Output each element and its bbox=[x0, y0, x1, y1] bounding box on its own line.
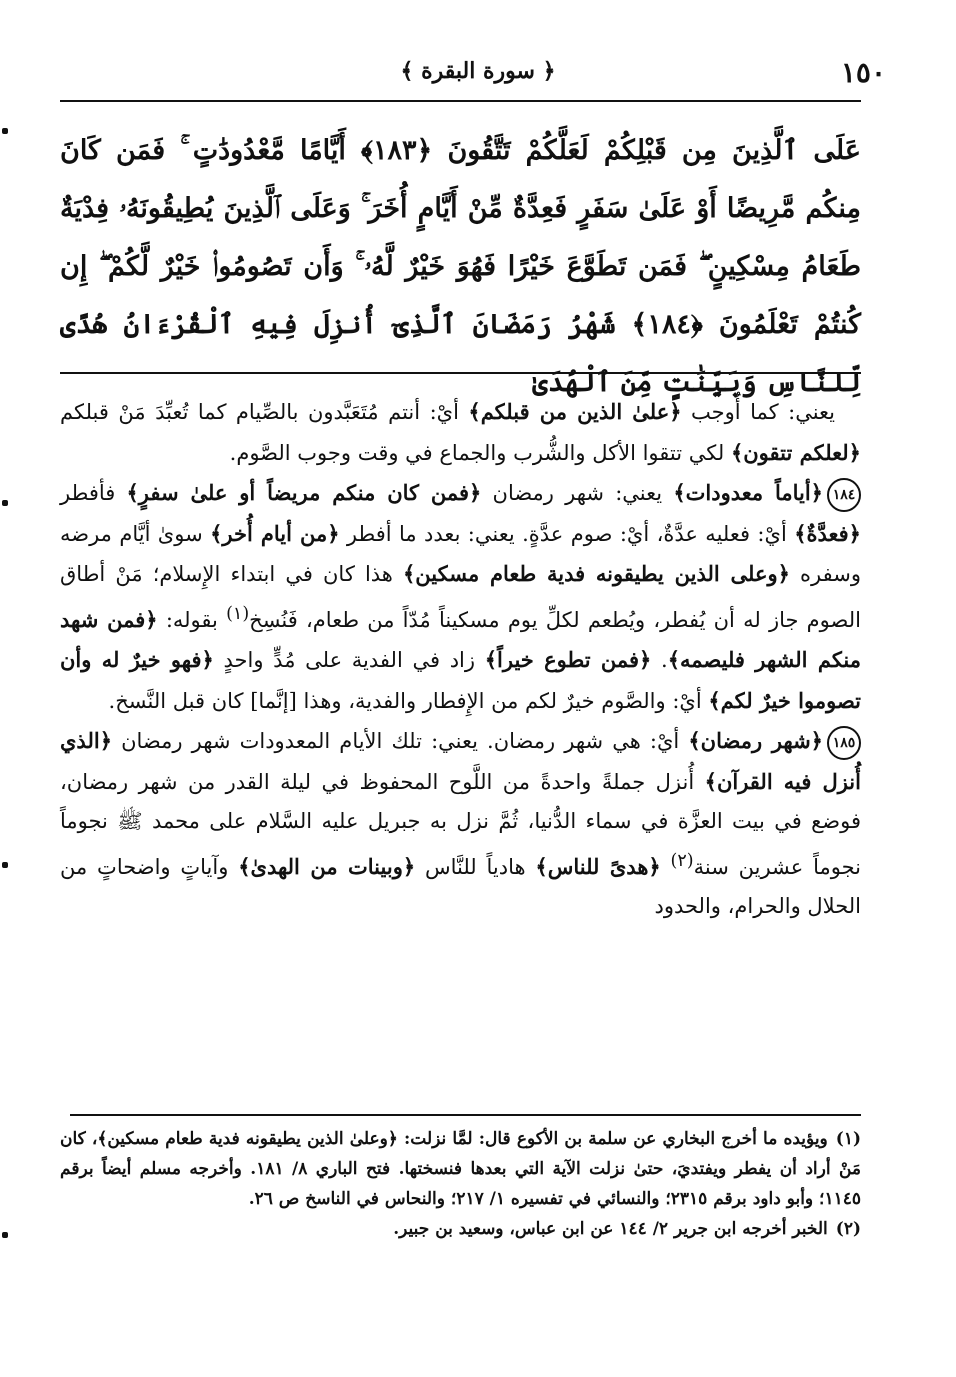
scan-margin-mark bbox=[2, 128, 8, 134]
quran-quote: ﴿وبينات من الهدىٰ﴾ bbox=[238, 853, 416, 879]
tafsir-text-run bbox=[661, 855, 671, 879]
verse-number-marker: ١٨٥ bbox=[827, 726, 861, 760]
tafsir-text-run: وآياتٍ واضحاتٍ من الحلال والحرام، والحدود bbox=[60, 854, 861, 918]
quran-quote: ﴿علىٰ الذين من قبلكم﴾ bbox=[468, 399, 682, 424]
page-number: ١٥٠ bbox=[840, 56, 886, 89]
footnote-2 bbox=[60, 1214, 861, 1244]
tafsir-text-run: أيْ: فعليه عدَّةٌ، أيْ: صوم عدَّةٍ. يعني: بعدد ما أفطر bbox=[339, 521, 795, 546]
footnote-reference[interactable]: (٢) bbox=[670, 850, 694, 871]
quran-quote: ﴿وعلى الذين يطيقونه فدية طعام مسكين﴾ bbox=[403, 561, 790, 586]
quran-verses: عَلَى ٱلَّذِينَ مِن قَبْلِكُمْ لَعَلَّكُمْ تَتَّقُونَ ﴿١٨٣﴾ أَيَّامًا مَّعْدُودَٰتٍ ۚ فَمَن كَانَ مِنكُم مَّرِيضًا أَوْ عَلَىٰ سَفَرٍ فَعِدَّةٌ مِّنْ أَيَّامٍ أُخَرَ ۚ وَعَلَى ٱلَّذِينَ يُطِيقُونَهُۥ فِدْيَةٌ طَعَامُ مِسْكِينٍ ۖ فَمَن تَطَوَّعَ خَيْرًا فَهُوَ خَيْرٌ لَّهُۥ ۚ وَأَن تَصُومُوا۟ خَيْرٌ لَّكُمْ ۖ إِن كُنتُمْ تَعْلَمُونَ ﴿١٨٤﴾ شَهْرُ رَمَضَانَ ٱلَّذِىٓ أُنزِلَ فِيهِ ٱلْقُرْءَانُ هُدًى لِّلنَّاسِ وَبَيِّنَٰتٍ مِّنَ ٱلْهُدَىٰ bbox=[60, 135, 861, 398]
footnote-1 bbox=[60, 1124, 861, 1214]
quran-quote: ﴿فعدَّةٌ﴾ bbox=[794, 520, 861, 546]
quran-quote: ﴿فمن تطوع خيراً﴾ bbox=[484, 647, 652, 672]
tafsir-text bbox=[60, 392, 861, 1092]
tafsir-text-run: أيْ: والصَّوم خيرٌ لكم من الإِفطار والفدية، وهذا [إنَّما] كان قبل النَّسخ. bbox=[108, 688, 709, 713]
quran-divider bbox=[60, 372, 861, 374]
tafsir-text-run: هذا كان في ابتداء الإِسلام؛ مَنْ أطاق الصوم جاز له أن يُفطر، ويُطعم لكلِّ يوم مسكيناً مُدّاً من طعام، فَنُسِخ bbox=[60, 562, 861, 632]
tafsir-text-run: فأفطر bbox=[60, 481, 127, 505]
footnotes bbox=[60, 1124, 861, 1324]
tafsir-text-run: أيْ: هي شهر رمضان. يعني: تلك الأيام المعدودات شهر رمضان bbox=[112, 729, 689, 753]
tafsir-text-run: بقوله: bbox=[157, 607, 227, 632]
tafsir-text-run: أُنزل جملةً واحدةً من اللَّوح المحفوظ في ليلة القدر من شهر رمضان، فوضع في بيت العزَّة في سماء الدُّنيا، ثُمَّ نزل به جبريل عليه السَّلام على محمد ﷺ نجوماً نجوماً عشرين سنة bbox=[60, 769, 862, 879]
tafsir-text-run: سوىٰ أيَّام مرضه وسفره bbox=[60, 521, 861, 586]
quran-quote: ﴿فمن شهد منكم الشهر فليصمه﴾ bbox=[60, 606, 862, 672]
quran-quote: ﴿هدىً للناس﴾ bbox=[535, 853, 661, 879]
tafsir-text-run: لكي تتقوا الأكل والشُّرب والجماع في وقت وجوب الصَّوم. bbox=[229, 440, 731, 465]
surah-title: ﴿ سورة البقرة ﴾ bbox=[400, 58, 556, 84]
scan-margin-mark bbox=[2, 862, 8, 868]
quran-quote: ﴿لعلكم تتقون﴾ bbox=[730, 439, 861, 465]
quran-quote: ﴿فمن كان منكم مريضاً أو علىٰ سفرٍ﴾ bbox=[126, 480, 482, 505]
page-header bbox=[60, 52, 896, 98]
header-divider bbox=[60, 100, 861, 102]
footnote-divider bbox=[70, 1114, 861, 1116]
tafsir-paragraph-183 bbox=[60, 392, 861, 473]
scan-margin-mark bbox=[2, 500, 8, 506]
quran-quote: ﴿أياماً معدودات﴾ bbox=[673, 480, 823, 505]
tafsir-paragraph-184 bbox=[60, 473, 861, 721]
tafsir-text-run: زاد في الفدية على مُدٍّ واحدٍ bbox=[213, 648, 485, 672]
quran-quote: ﴿شهر رمضان﴾ bbox=[688, 728, 823, 753]
footnote-marker: (٢) bbox=[835, 1219, 861, 1239]
footnote-marker: (١) bbox=[835, 1129, 861, 1149]
tafsir-text-run: هادياً للنَّاس bbox=[415, 854, 536, 879]
footnote-text: ويؤيده ما أخرج البخاري عن سلمة بن الأكوع قال: لمَّا نزلت: ﴿وعلىٰ الذين يطيقونه فدية طعام مسكين﴾، كان مَنْ أراد أن يفطر ويفتديَ، حتىٰ نزلت الآية التي بعدها فنسختها. فتح الباري ٨/ ١٨١. وأخرجه مسلم أيضاً برقم ١١٤٥؛ وأبو داود برقم ٢٣١٥؛ والنسائي في تفسيره ١/ ٢١٧؛ والنحاس في الناسخ ص ٢٦. bbox=[60, 1129, 862, 1209]
footnote-text: الخبر أخرجه ابن جرير ٢/ ١٤٤ عن ابن عباس، وسعيد بن جبير. bbox=[393, 1219, 828, 1239]
verse-number-marker: ١٨٤ bbox=[827, 478, 861, 512]
scan-margin-mark bbox=[2, 1232, 8, 1238]
quran-quote: ﴿الذي أُنزل فيه القرآن﴾ bbox=[60, 728, 861, 794]
tafsir-text-run: أيْ: أنتم مُتَعَبَّدون بالصِّيام كما تُعبِّدَ مَنْ قبلكم bbox=[60, 400, 469, 424]
footnote-reference[interactable]: (١) bbox=[226, 603, 250, 624]
tafsir-text-run: يعني: شهر رمضان bbox=[481, 481, 674, 505]
quran-quote: ﴿فهو خيرٌ له وأن تصوموا خيرٌ لكم﴾ bbox=[60, 647, 861, 713]
quran-quote: ﴿من أيام أُخر﴾ bbox=[210, 520, 340, 546]
tafsir-text-run: . bbox=[651, 648, 668, 672]
tafsir-text-run: يعني: كما أُوجب bbox=[681, 400, 836, 424]
tafsir-paragraph-185 bbox=[60, 721, 861, 927]
